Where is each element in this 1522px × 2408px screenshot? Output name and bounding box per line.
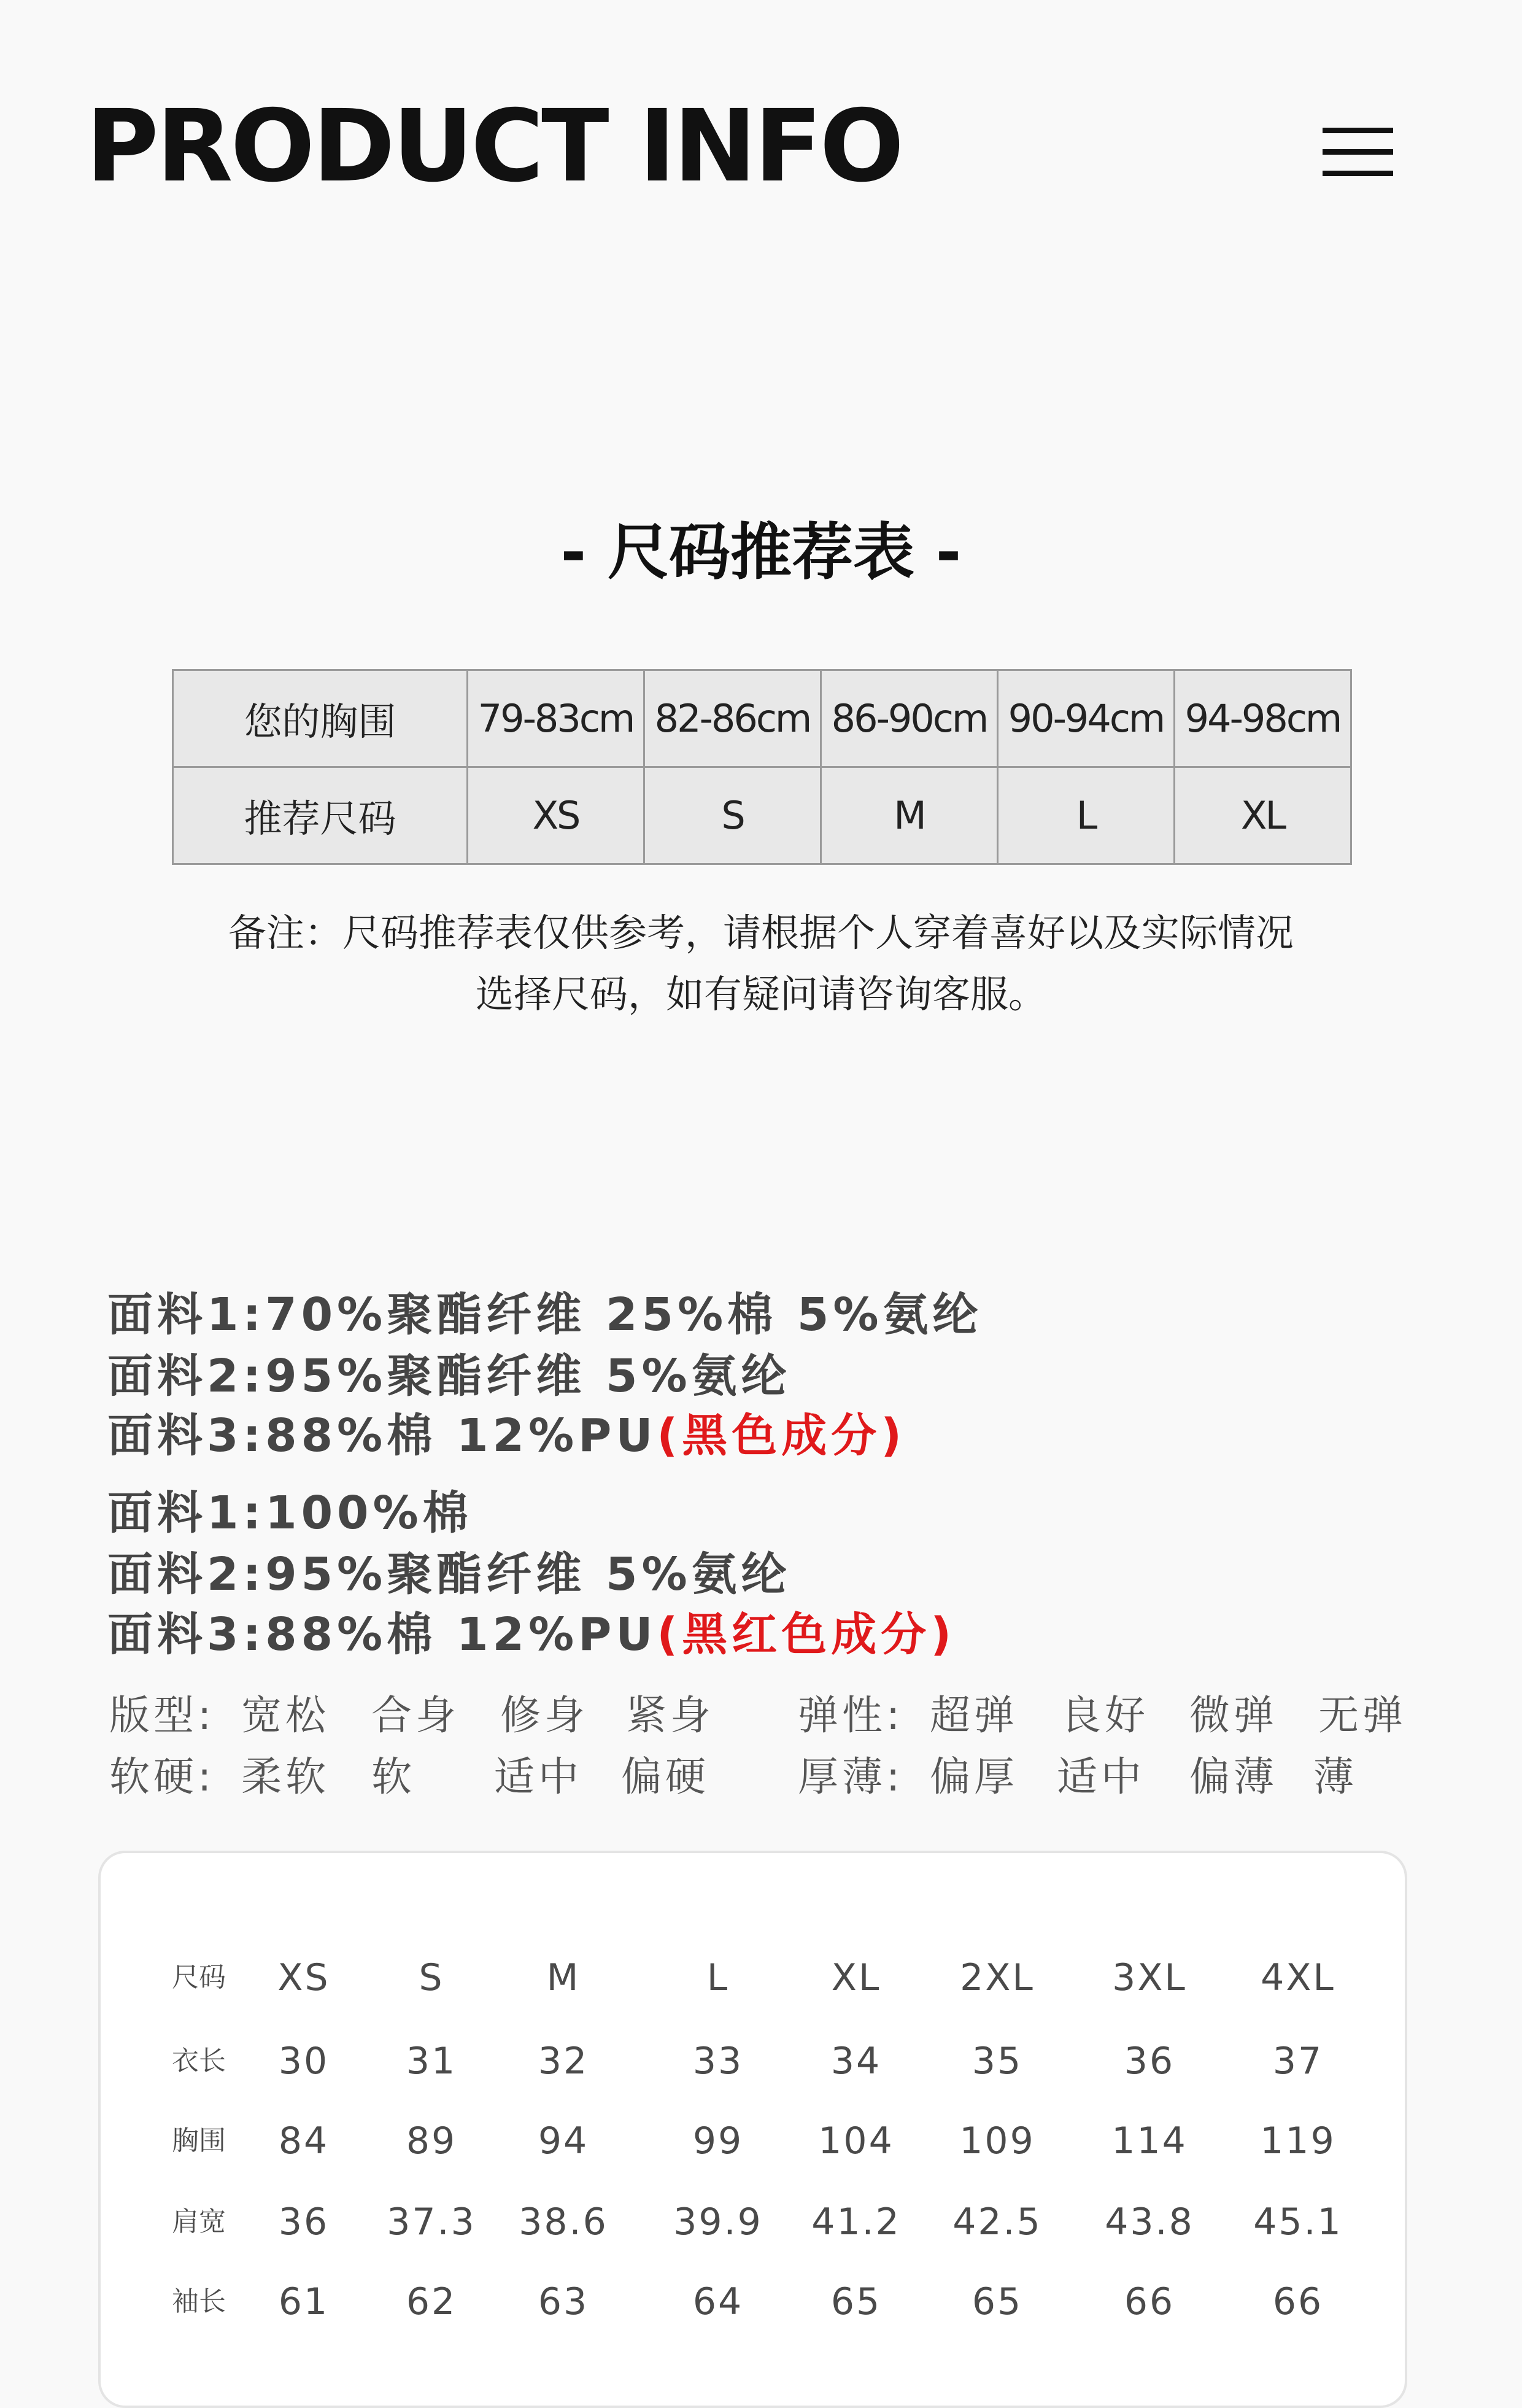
- size-note: [172, 902, 1350, 1025]
- elastic-label: 弹性:: [798, 1692, 904, 1739]
- elastic-option: 超弹: [930, 1692, 1018, 1739]
- bust-range-cell: 86-90cm: [821, 670, 998, 767]
- softness-label: 软硬:: [109, 1753, 215, 1800]
- elastic-option: 良好: [1060, 1692, 1149, 1739]
- size-chart-cell: 62: [406, 2280, 457, 2323]
- size-chart-row-label: 袖长: [172, 2286, 226, 2317]
- size-chart-cell: 37: [1272, 2040, 1324, 2083]
- softness-option: 适中: [494, 1753, 582, 1800]
- bust-range-cell: 90-94cm: [998, 670, 1175, 767]
- size-chart-cell: 61: [278, 2280, 330, 2323]
- softness-option: 柔软: [241, 1753, 330, 1800]
- fabric-line: [107, 1288, 983, 1341]
- thickness-option: 适中: [1057, 1753, 1145, 1800]
- softness-option: 偏硬: [621, 1753, 709, 1800]
- size-chart-header: L: [706, 1956, 730, 1999]
- table-row: [173, 670, 1351, 767]
- size-chart-header: XS: [277, 1956, 330, 1999]
- bust-range-cell: 94-98cm: [1175, 670, 1351, 767]
- size-chart-cell: 45.1: [1253, 2201, 1343, 2243]
- size-chart-cell: 84: [278, 2120, 330, 2162]
- size-chart-header: 3XL: [1112, 1956, 1187, 1999]
- size-chart-cell: 31: [406, 2040, 457, 2083]
- size-chart-cell: 34: [830, 2040, 882, 2083]
- hamburger-menu-icon[interactable]: [1323, 128, 1393, 177]
- size-chart-cell: 32: [538, 2040, 589, 2083]
- size-chart-cell: 66: [1124, 2280, 1175, 2323]
- fabric-text: 面料2:95%聚酯纤维 5%氨纶: [107, 1548, 791, 1601]
- recommended-size-label: 推荐尺码: [173, 767, 468, 864]
- fabric-line: [107, 1350, 791, 1403]
- recommended-size-cell: XL: [1175, 767, 1351, 864]
- fabric-text: 面料3:88%棉 12%PU: [107, 1409, 657, 1462]
- fit-option: 合身: [371, 1692, 460, 1739]
- size-chart-cell: 63: [538, 2280, 589, 2323]
- fit-option: 宽松: [241, 1692, 330, 1739]
- fabric-text: 面料3:88%棉 12%PU: [107, 1608, 657, 1661]
- size-chart-cell: 114: [1111, 2120, 1188, 2162]
- recommended-size-cell: XS: [468, 767, 644, 864]
- fabric-text: 面料1:100%棉: [107, 1487, 473, 1539]
- bust-range-cell: 79-83cm: [468, 670, 644, 767]
- size-chart-cell: 39.9: [673, 2201, 763, 2243]
- size-chart-cell: 104: [818, 2120, 894, 2162]
- size-chart-cell: 36: [1124, 2040, 1175, 2083]
- fabric-color-note: (黑红色成分): [657, 1608, 956, 1661]
- size-chart-cell: 66: [1272, 2280, 1324, 2323]
- fabric-text: 面料2:95%聚酯纤维 5%氨纶: [107, 1350, 791, 1403]
- fabric-line: [107, 1409, 906, 1462]
- fabric-line: [107, 1487, 473, 1539]
- size-chart-cell: 65: [830, 2280, 882, 2323]
- size-chart-header: XL: [831, 1956, 881, 1999]
- fit-option: 紧身: [626, 1692, 714, 1739]
- note-line: 备注：尺码推荐表仅供参考，请根据个人穿着喜好以及实际情况: [228, 910, 1294, 955]
- thickness-option: 薄: [1313, 1753, 1358, 1800]
- softness-option: 软: [371, 1753, 415, 1800]
- size-chart-cell: 30: [278, 2040, 330, 2083]
- thickness-label: 厚薄:: [798, 1753, 904, 1800]
- size-chart-cell: 38.6: [519, 2201, 608, 2243]
- thickness-option: 偏厚: [930, 1753, 1018, 1800]
- size-chart-row-label: 胸围: [172, 2125, 226, 2156]
- fabric-line: [107, 1548, 791, 1601]
- page-title: PRODUCT INFO: [86, 89, 902, 204]
- size-chart-header: M: [546, 1956, 581, 1999]
- bust-range-cell: 82-86cm: [644, 670, 821, 767]
- size-chart-cell: 65: [972, 2280, 1023, 2323]
- size-chart-cell: 109: [959, 2120, 1035, 2162]
- size-chart-cell: 43.8: [1105, 2201, 1194, 2243]
- size-chart-cell: 33: [692, 2040, 744, 2083]
- size-chart-header-label: 尺码: [172, 1962, 226, 1993]
- size-chart-cell: 99: [692, 2120, 744, 2162]
- note-line: 选择尺码，如有疑问请咨询客服。: [475, 972, 1046, 1016]
- recommended-size-cell: M: [821, 767, 998, 864]
- size-chart-cell: 42.5: [952, 2201, 1042, 2243]
- size-recommendation-title: - 尺码推荐表 -: [560, 516, 962, 588]
- size-recommendation-table: [172, 669, 1352, 865]
- size-chart-header: S: [419, 1956, 444, 1999]
- size-chart-row-label: 衣长: [172, 2045, 226, 2077]
- recommended-size-cell: S: [644, 767, 821, 864]
- size-chart-row-label: 肩宽: [172, 2206, 226, 2237]
- fit-label: 版型:: [109, 1692, 215, 1739]
- fit-option: 修身: [500, 1692, 589, 1739]
- size-chart-cell: 36: [278, 2201, 330, 2243]
- table-row: [173, 767, 1351, 864]
- thickness-option: 偏薄: [1189, 1753, 1278, 1800]
- bust-label: 您的胸围: [173, 670, 468, 767]
- size-chart-cell: 94: [538, 2120, 589, 2162]
- elastic-option: 无弹: [1318, 1692, 1407, 1739]
- size-chart-cell: 35: [972, 2040, 1023, 2083]
- size-chart-cell: 64: [692, 2280, 744, 2323]
- fabric-text: 面料1:70%聚酯纤维 25%棉 5%氨纶: [107, 1288, 983, 1341]
- fabric-line: [107, 1608, 956, 1661]
- size-chart-cell: 89: [406, 2120, 457, 2162]
- elastic-option: 微弹: [1189, 1692, 1278, 1739]
- size-chart-header: 4XL: [1261, 1956, 1335, 1999]
- recommended-size-cell: L: [998, 767, 1175, 864]
- fabric-color-note: (黑色成分): [657, 1409, 906, 1462]
- size-chart-cell: 119: [1260, 2120, 1336, 2162]
- size-chart-cell: 41.2: [811, 2201, 901, 2243]
- size-chart-cell: 37.3: [387, 2201, 476, 2243]
- size-chart-header: 2XL: [960, 1956, 1035, 1999]
